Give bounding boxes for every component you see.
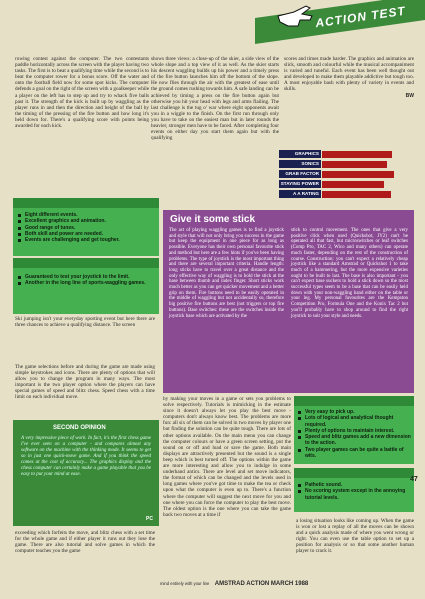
- page-footer: [160, 581, 308, 587]
- bad-points-header: [13, 258, 159, 268]
- bad-points-list: [13, 268, 159, 293]
- col2-top-text: shows three views: a close-up of the skier, a side view of the whole slope and a top view of it as well. As the skier starts his descent waggling builds up his power and a timely press of the fire button launches him off the bottom of the slope. He now flies through the air with the greatest of ease until the ground comes rushing towards him. A safe landing can be achieved by timing a press on the fire button again but otherwise you hit your head with legs and arms flailing. The last challenge is the tug o' war where eight opponents await you in a wiggle to the finish. On the first run through only you have to take on the easiest man but in later rounds the heavier, stronger men have to be faced. After completing four events on either day you start them again but with the qualifying: [151, 56, 279, 142]
- good-point-item: Good range of tunes.: [17, 225, 155, 231]
- good-point-item: Excellent graphics and animation.: [17, 218, 155, 224]
- good-point-item: Very easy to pick up.: [297, 409, 411, 415]
- col1-bottom-text: The game selections before and during the game are made using simple keystrokes and icons. There are plenty of options that will allow you to change the program in many ways. The most important is the two player option where the players can have special games of speed and blitz chess. Speed chess with a time limit on each individual move.: [15, 364, 155, 401]
- bad-points-header-2: [294, 468, 414, 478]
- page-number: 47: [410, 476, 418, 483]
- second-opinion-text: A very impressive piece of work. In fact, it's the first chess game I've ever seen on a computer - and compares almost any software on the machine with the thinking mode. It seems to get so in just one quick-move game. And if you think the speed comes at the cost of accuracy... The graphics display and the chess computer can certainly make a game playable that you be easy to put your mind at ease.: [21, 436, 151, 477]
- rating-row: [279, 150, 409, 158]
- rating-row: [279, 190, 409, 198]
- rating-row: [279, 180, 409, 188]
- col3-bottom-text: a losing situation looks like coming up. When the game is won or lost a replay of all the moves can be shown and a quick analysis made of where you went wrong or right. You can even use the table option to set up a position for analysis or so that some another human player to crack it.: [296, 518, 414, 555]
- bad-point-item: No scoring system except in the annoying tutorial levels.: [297, 488, 411, 501]
- rating-row: [279, 170, 409, 178]
- bad-points-list-2: [294, 478, 414, 505]
- bad-point-item: Another in the long line of sports-waggling games.: [17, 280, 155, 286]
- good-point-item: Speed and blitz games add a new dimension to the action.: [297, 434, 411, 447]
- pointing-hand-icon: [276, 2, 314, 32]
- stick-box-right-text: stick to control movement. The ones that give a very positive click when used (Quickshot, JY2) can't be operated all that fast, but microswitches or leaf switches (Comp Pro, TAC 2, Wico and many others) can operate much faster, depending on the rest of the construction of course. Construction: you can't expect a relatively cheap joystick like a standard Amstrad or Quickshot 1 to take much of a hammering, but the more expensive varieties ought to be built to last. The base is also important - you can't expect base suckers to hold a stick down so the most successful types seem to be a base that can be easily held down with your non-waggling hand either on the table or your leg. My personal favourites are the Kempston Competition Pro, Formula One and the Konix Tac 2 but you'll probably have to shop around to find the right joystick to suit your style and needs.: [291, 228, 408, 319]
- rating-label: STAYING POWER: [280, 181, 319, 186]
- rating-bar: [322, 181, 384, 188]
- col1-mid-text: Ski jumping isn't your everyday sporting event but here there are three chances to achieve a qualifying distance. The screen: [15, 316, 155, 329]
- good-point-item: Lots of logical and analytical thought required.: [297, 415, 411, 428]
- second-opinion-signature: PC: [146, 516, 153, 522]
- footer-title: AMSTRAD ACTION MARCH 1988: [214, 581, 309, 587]
- col2-bottom-text: by making your moves in a game or sets you problems to solve respectively. Tutorials is mimicking in the estimate since it doesn't always let you play the best move - computers don't always know best. The problems are more fun: all six of them can be solved in two moves by player one but finding the solution can be quite tough. There are lots of other options available. On the main menu you can change the computer colours or have a green screen setting, put the sound on or off and load or save the game. Both main displays are attractively presented but the sound is a single beep which is best turned off. The options within the game are more interesting and allow you to indulge in some underhand antics. There are level and set move indicators, the format of which can be changed and the levels used in long games where you've got time to make the tea or check upon what the computer is even up to. There's a function where the computer will suggest the next move for you and one where you can force the computer to play the best move. The oldest option is the one where you can take the game back two moves at a time if: [163, 396, 291, 518]
- stick-box-left-text: The act of playing waggling games is to find a joystick and style that will not only bring you success in the game but keep the equipment in one piece for as long as possible. Everyone has their own personal favourite stick and method but here are a few hints if you've been having problems. The type of joystick is the most important thing and there are several important criteria. Handle length: long sticks have to travel over a great distance and the only effective way of waggling is to hold the stick at the base between thumb and index finger. Short sticks work much better as you can get quicker movement and a better grip on them. Fire buttons need to be easily operated in the middle of waggling but not accidentally so, therefore big positive fire buttons are best (not triggers or top fire buttons). Base switches: these are the switches inside the joystick base which are activated by the: [169, 228, 284, 319]
- reviewer-signature: BW: [405, 92, 414, 99]
- col3-top-body: scores and times made harder. The graphics and animation are slick, smooth and colourful while the musical accompaniment is varied and tuneful. Each event has been well thought out and developed to make them playable addictive but tough too. A most enjoyable bash with plenty of variety in events and skills.: [284, 56, 414, 93]
- second-opinion-title: SECOND OPINION: [53, 425, 106, 431]
- bad-point-item: Guaranteed to test your joystick to the limit.: [17, 274, 155, 280]
- bad-points-box-2: [294, 468, 414, 512]
- good-points-list-2: [294, 406, 414, 462]
- rating-bar: [322, 151, 392, 158]
- col1-end-text: exceeding which forfeits the move, and blitz chess with a set time for the whole game and if either player it runs out they lose the game. There are also tutorial and solve games in which the computer teaches you the game: [15, 530, 155, 555]
- give-it-some-stick-box: [163, 210, 414, 393]
- good-point-item: Eight different events.: [17, 212, 155, 218]
- banner-title: ACTION TEST: [314, 3, 407, 31]
- good-point-item: Two player games can be quite a battle of wits.: [297, 447, 411, 460]
- rating-bar: [322, 161, 387, 168]
- good-point-item: Both skill and power are needed.: [17, 231, 155, 237]
- good-point-item: Events are challenging and get tougher.: [17, 237, 155, 243]
- rating-label: A A RATING: [279, 190, 321, 198]
- good-points-box-2: [294, 396, 414, 464]
- good-points-list: [13, 208, 159, 247]
- rating-label: GRAPHICS: [279, 150, 321, 158]
- rating-label: SONICS: [279, 160, 321, 168]
- rating-label: GRAB FACTOR: [279, 170, 321, 178]
- good-points-box: [13, 198, 159, 256]
- bad-points-box: [13, 258, 159, 314]
- good-points-header-2: [294, 396, 414, 406]
- rating-bar: [322, 171, 394, 178]
- ratings-panel: [279, 150, 409, 200]
- good-points-header: [13, 198, 159, 208]
- rating-bar: [322, 191, 391, 198]
- stick-box-title: Give it some stick: [170, 214, 256, 225]
- bad-point-item: Pathetic sound.: [297, 482, 411, 488]
- rating-row: [279, 160, 409, 168]
- second-opinion-box: [13, 420, 159, 526]
- col3-top-text: [284, 56, 414, 99]
- col1-top-text: rowing contest against the computer. The two contestants paddle horizontally across the screen with the player having two tasks. The first is to beat a qualifying time while the second is to beat the computer rower for a bonus score. Off the water and onto the football field now for some spot kicks. The computer defends a goal on the right of the screen with a goalkeeper while a player on the left has to step up and try to whack five balls past it. The strength of the kick is built up by waggling as the player runs in and then the direction and height of the ball by the timing of the pressing of the fire button and how long it's held down for. There's a qualifying score with points being awarded for each kick.: [15, 56, 149, 130]
- footer-tiny-text: mind entirely with your line: [160, 581, 210, 586]
- good-point-item: Plenty of options to maintain interest.: [297, 428, 411, 434]
